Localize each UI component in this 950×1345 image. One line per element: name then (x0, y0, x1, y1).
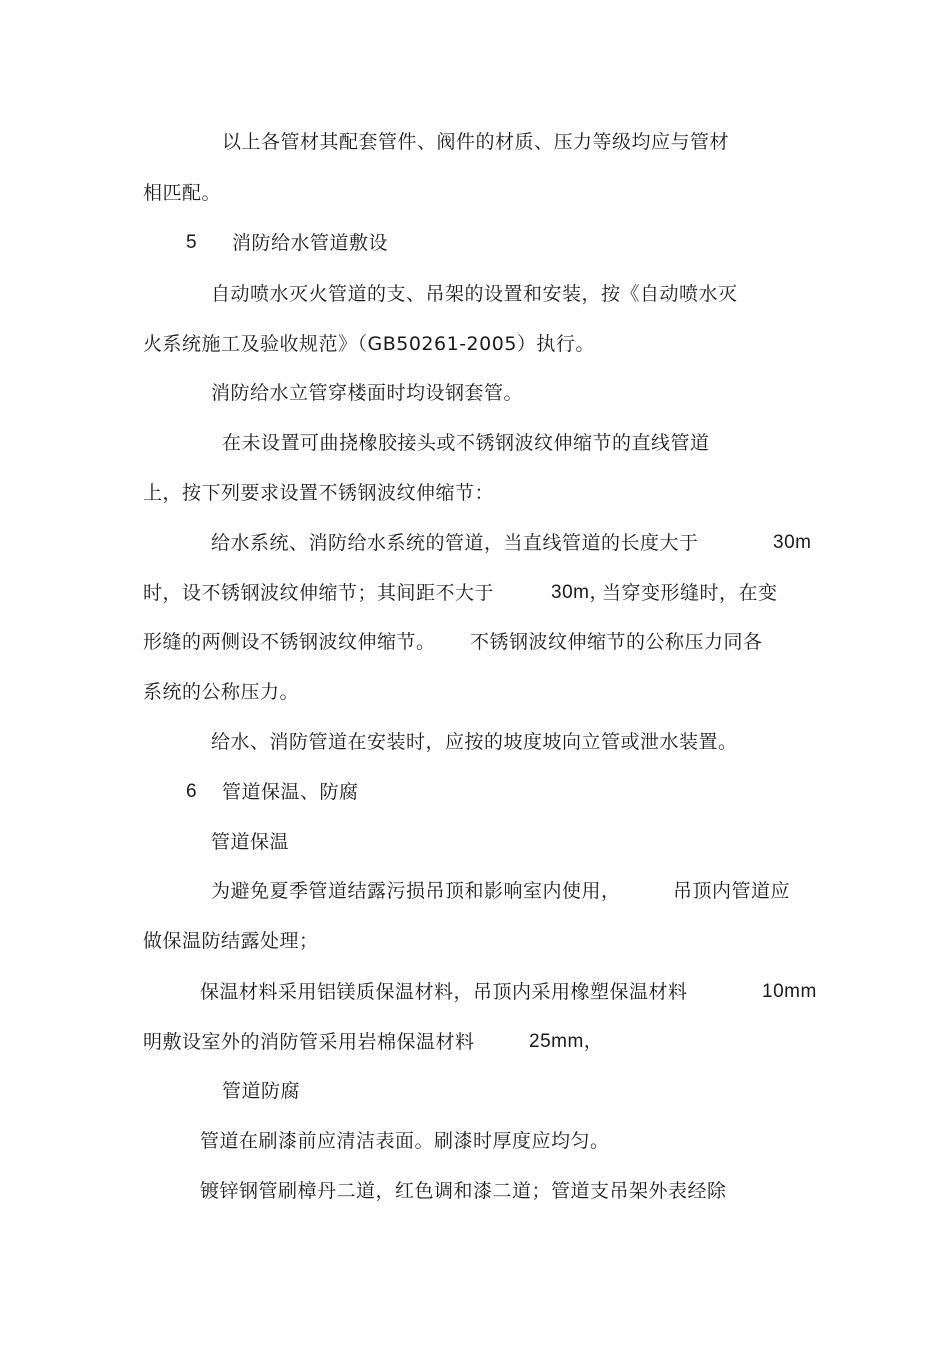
paragraph-line: 为避免夏季管道结露污损吊顶和影响室内使用， (211, 880, 621, 902)
paragraph-line: 给水、消防管道在安装时，应按的坡度坡向立管或泄水装置。 (211, 731, 738, 753)
subsection-heading: 管道保温 (211, 831, 290, 853)
measurement-value: 30m (773, 532, 812, 553)
paragraph-line: 时，设不锈钢波纹伸缩节；其间距不大于 (143, 582, 495, 604)
paragraph-line: 当穿变形缝时，在变 (602, 582, 778, 604)
paragraph-line: 相匹配。 (143, 182, 222, 204)
paragraph-line: 自动喷水灭火管道的支、吊架的设置和安装，按《自动喷水灭 (211, 283, 738, 305)
paragraph-line: 做保温防结露处理； (143, 930, 319, 952)
section-heading: 消防给水管道敷设 (232, 232, 389, 254)
paragraph-line: 保温材料采用铝镁质保温材料，吊顶内采用橡塑保温材料 (200, 981, 688, 1003)
paragraph-line: 火系统施工及验收规范》（GB50261-2005）执行。 (143, 333, 595, 355)
measurement-value: 25mm， (529, 1031, 604, 1052)
measurement-value: 30m， (551, 582, 609, 603)
paragraph-line: 消防给水立管穿楼面时均设钢套管。 (211, 382, 524, 404)
section-number: 6 (186, 781, 198, 802)
paragraph-line: 上，按下列要求设置不锈钢波纹伸缩节： (143, 482, 495, 504)
paragraph-line: 形缝的两侧设不锈钢波纹伸缩节。 (143, 631, 436, 653)
paragraph-line: 镀锌钢管刷樟丹二道，红色调和漆二道；管道支吊架外表经除 (200, 1180, 727, 1202)
subsection-heading: 管道防腐 (222, 1080, 301, 1102)
paragraph-line: 不锈钢波纹伸缩节的公称压力同各 (470, 631, 763, 653)
paragraph-line: 明敷设室外的消防管采用岩棉保温材料 (143, 1031, 475, 1053)
section-number: 5 (186, 232, 198, 253)
section-heading: 管道保温、防腐 (222, 781, 359, 803)
paragraph-line: 吊顶内管道应 (673, 880, 791, 902)
paragraph-line: 给水系统、消防给水系统的管道，当直线管道的长度大于 (211, 532, 699, 554)
paragraph-line: 系统的公称压力。 (143, 681, 300, 703)
paragraph-line: 在未设置可曲挠橡胶接头或不锈钢波纹伸缩节的直线管道 (222, 432, 710, 454)
paragraph-line: 以上各管材其配套管件、阀件的材质、压力等级均应与管材 (222, 131, 730, 153)
measurement-value: 10mm (762, 981, 817, 1002)
paragraph-line: 管道在刷漆前应清洁表面。刷漆时厚度应均匀。 (200, 1130, 610, 1152)
